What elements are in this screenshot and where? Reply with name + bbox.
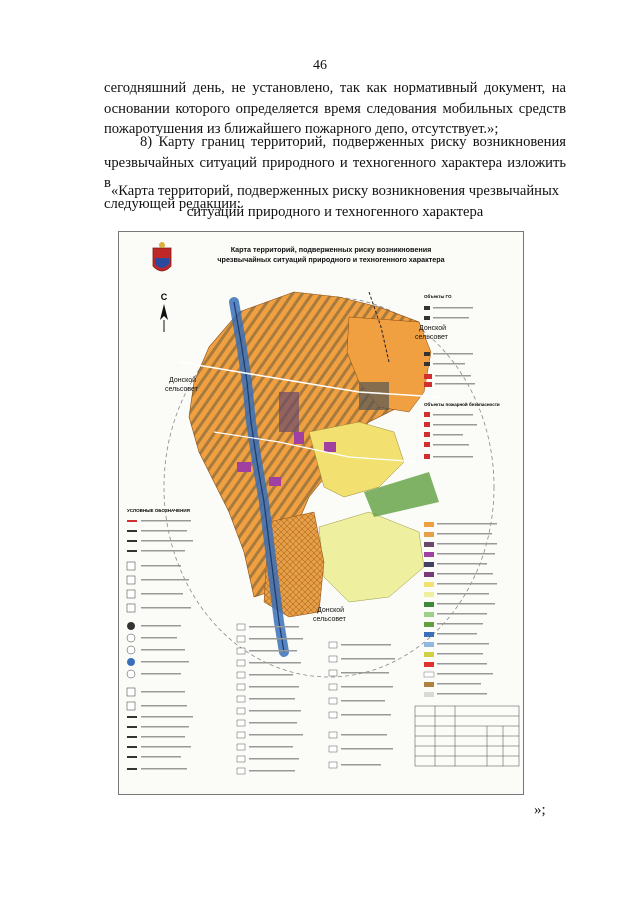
purple-plot-3 bbox=[294, 432, 304, 444]
paragraph-1-line-3: пожаротушения из ближайшего пожарного депо, отсутствует.»; bbox=[104, 121, 499, 137]
legend-fire-title: Объекты пожарной безопасности bbox=[424, 402, 500, 407]
coat-of-arms-icon bbox=[153, 242, 171, 271]
paragraph-2-line-1: 8) Карту границ территорий, подверженных риску возникновения bbox=[140, 134, 566, 150]
paragraph-2-line-3: следующей редакции: bbox=[104, 195, 241, 212]
paragraph-1-line-2: основании которого определяется время следования мобильных средств bbox=[104, 100, 566, 117]
legend-left-items bbox=[127, 520, 193, 770]
label-donskoy-left-2: сельсовет bbox=[165, 386, 198, 393]
purple-plot-2 bbox=[269, 477, 281, 486]
label-donskoy-left: Донской bbox=[169, 377, 197, 384]
map-heading-line-2: чрезвычайных ситуаций природного и техногенного характера bbox=[217, 255, 445, 264]
page-number: 46 bbox=[313, 58, 327, 73]
industrial-zone-dark bbox=[359, 382, 389, 410]
label-donskoy-top-2: сельсовет bbox=[415, 334, 448, 341]
title-block-stamp bbox=[415, 706, 519, 766]
map-figure bbox=[119, 232, 523, 794]
purple-plot-4 bbox=[324, 442, 336, 452]
agri-zone-pale bbox=[319, 512, 424, 602]
legend-go-items bbox=[424, 306, 475, 387]
legend-fire-items bbox=[424, 412, 477, 459]
industrial-zone-dark-2 bbox=[279, 392, 299, 432]
legend-zones bbox=[424, 522, 497, 697]
north-arrow-icon bbox=[160, 292, 168, 332]
paragraph-1 bbox=[104, 78, 566, 140]
legend-go-title: Объекты ГО bbox=[424, 294, 452, 299]
label-donskoy-top: Донской bbox=[419, 325, 447, 332]
label-donskoy-bottom-2: сельсовет bbox=[313, 616, 346, 623]
map-caption-line-2: ситуаций природного и техногенного характера bbox=[186, 203, 484, 220]
north-arrow-letter: С bbox=[160, 292, 168, 302]
legend-conventions-title: УСЛОВНЫЕ ОБОЗНАЧЕНИЯ bbox=[127, 508, 190, 513]
closing-mark: »; bbox=[534, 802, 546, 818]
legend-bottom-items bbox=[237, 624, 395, 774]
map-caption bbox=[104, 181, 566, 222]
label-donskoy-bottom: Донской bbox=[317, 607, 345, 614]
map-heading-line-1: Карта территорий, подверженных риску возникновения bbox=[230, 245, 432, 254]
map-sheet bbox=[118, 231, 524, 795]
purple-plot-1 bbox=[237, 462, 251, 472]
paragraph-1-line-1: сегодняшний день, не установлено, так как нормативный документ, на bbox=[104, 80, 566, 96]
map-caption-line-1: «Карта территорий, подверженных риску возникновения чрезвычайных bbox=[110, 183, 560, 199]
paragraph-2-line-2: чрезвычайных ситуаций природного и техногенного характера изложить в bbox=[104, 154, 566, 191]
